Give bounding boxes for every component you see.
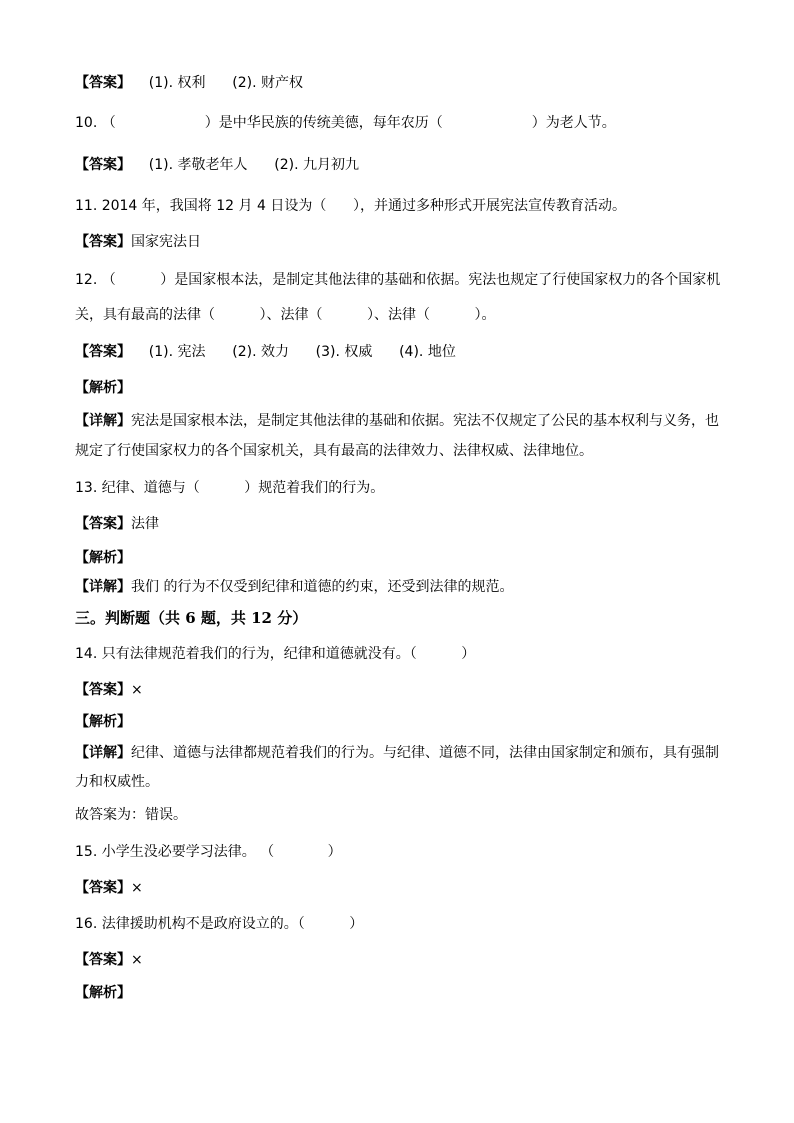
answer-line-text: ×	[131, 880, 143, 896]
question	[75, 644, 475, 664]
answer-label: 【答案】	[75, 952, 131, 968]
label-line	[75, 712, 131, 732]
question-text: 14. 只有法律规范着我们的行为，纪律和道德就没有。（ ）	[75, 646, 476, 662]
question-cont-text: 关，具有最高的法律（ ）、法律（ ）、法律（ ）。	[75, 307, 496, 323]
detail-line-text: 宪法是国家根本法，是制定其他法律的基础和依据。宪法不仅规定了公民的基本权利与义务，也	[131, 413, 719, 429]
question-cont	[75, 305, 496, 325]
question	[75, 478, 384, 498]
detail-line	[75, 743, 719, 763]
detail-cont	[75, 772, 159, 792]
answer-label: 【答案】	[75, 234, 131, 250]
answer-label: 【答案】	[75, 682, 131, 698]
answer-line-text: 国家宪法日	[131, 234, 201, 250]
question-text: 10. （ ）是中华民族的传统美德，每年农历（ ）为老人节。	[75, 115, 616, 131]
section-text: 三。判断题（共 6 题，共 12 分）	[75, 609, 308, 627]
answer-label: 【答案】	[75, 344, 131, 360]
question-text: 13. 纪律、道德与（ ）规范着我们的行为。	[75, 480, 385, 496]
detail-cont	[75, 441, 593, 461]
answer-line	[75, 73, 303, 93]
analysis-label: 【解析】	[75, 380, 131, 396]
question-text: 12. （ ）是国家根本法，是制定其他法律的基础和依据。宪法也规定了行使国家权力的各个国家机	[75, 272, 721, 288]
detail-label: 【详解】	[75, 579, 131, 595]
answer-line	[75, 155, 359, 175]
detail-cont-text: 规定了行使国家权力的各个国家机关，具有最高的法律效力、法律权威、法律地位。	[75, 443, 593, 459]
answer-line	[75, 342, 456, 362]
detail-line-text: 纪律、道德与法律都规范着我们的行为。与纪律、道德不同，法律由国家制定和颁布，具有强制	[131, 745, 719, 761]
answer-label: 【答案】	[75, 516, 131, 532]
question-text: 11. 2014 年，我国将 12 月 4 日设为（ ），并通过多种形式开展宪法宣传教育活动。	[75, 198, 627, 214]
answer-line-text: ×	[131, 952, 143, 968]
plain-text: 故答案为：错误。	[75, 807, 187, 823]
answer-line	[75, 680, 143, 700]
answer-line	[75, 878, 143, 898]
detail-line	[75, 411, 719, 431]
answer-line-text: (1). 权利 (2). 财产权	[131, 75, 303, 91]
answer-label: 【答案】	[75, 880, 131, 896]
question	[75, 842, 342, 862]
detail-cont-text: 力和权威性。	[75, 774, 159, 790]
answer-label: 【答案】	[75, 75, 131, 91]
analysis-label: 【解析】	[75, 714, 131, 730]
detail-label: 【详解】	[75, 413, 131, 429]
answer-line-text: (1). 宪法 (2). 效力 (3). 权威 (4). 地位	[131, 344, 456, 360]
label-line	[75, 378, 131, 398]
answer-label: 【答案】	[75, 157, 131, 173]
plain	[75, 805, 187, 825]
question	[75, 270, 720, 290]
answer-line-text: (1). 孝敬老年人 (2). 九月初九	[131, 157, 359, 173]
detail-line-text: 我们 的行为不仅受到纪律和道德的约束，还受到法律的规范。	[131, 579, 514, 595]
question	[75, 113, 616, 133]
question	[75, 196, 626, 216]
detail-label: 【详解】	[75, 745, 131, 761]
answer-line	[75, 950, 143, 970]
question	[75, 914, 363, 934]
label-line	[75, 548, 131, 568]
detail-line	[75, 577, 513, 597]
analysis-label: 【解析】	[75, 985, 131, 1001]
answer-line-text: 法律	[131, 516, 159, 532]
section	[75, 608, 307, 629]
analysis-label: 【解析】	[75, 550, 131, 566]
answer-line-text: ×	[131, 682, 143, 698]
question-text: 16. 法律援助机构不是政府设立的。（ ）	[75, 916, 364, 932]
question-text: 15. 小学生没必要学习法律。 （ ）	[75, 844, 342, 860]
answer-line	[75, 232, 201, 252]
answer-line	[75, 514, 159, 534]
label-line	[75, 983, 131, 1003]
